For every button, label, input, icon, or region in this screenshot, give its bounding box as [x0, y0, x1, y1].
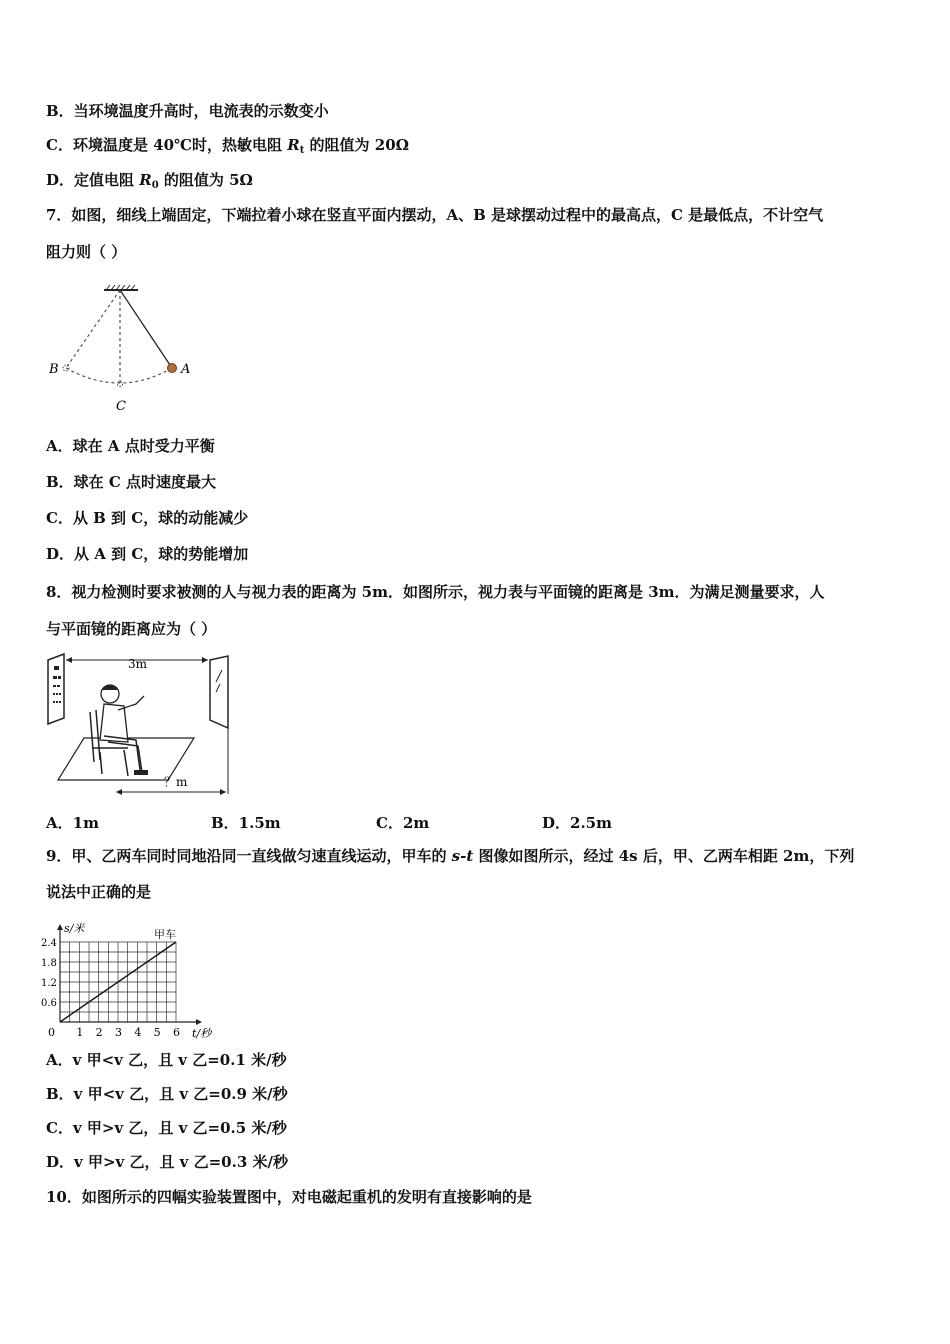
- q9-stem-line1: 9．甲、乙两车同时同地沿同一直线做匀速直线运动，甲车的 s-t 图像如图所示，经过 4s 后，甲、乙两车相距 2m，下列: [46, 847, 855, 865]
- x-axis-label: t/秒: [192, 1027, 212, 1040]
- x-tick-label: 3: [115, 1026, 122, 1039]
- x-tick-label: 1: [76, 1026, 84, 1039]
- q9-option-c: C．v 甲>v 乙，且 v 乙=0.5 米/秒: [46, 1119, 287, 1137]
- q6-option-c: C．环境温度是 40℃时，热敏电阻 $R_t$ 的阻值为 20Ω: [46, 136, 409, 156]
- label-a: A: [181, 362, 191, 377]
- q8-options: [46, 812, 746, 832]
- q6-option-d: D．定值电阻 $R_0$ 的阻值为 5Ω: [46, 171, 253, 191]
- q7-option-a: A．球在 A 点时受力平衡: [46, 437, 215, 455]
- q8-option-a: A．1m: [46, 814, 99, 832]
- q7-option-d: D．从 A 到 C，球的势能增加: [46, 545, 249, 563]
- q9-option-d: D．v 甲>v 乙，且 v 乙=0.3 米/秒: [46, 1153, 288, 1171]
- q10-stem: 10．如图所示的四幅实验装置图中，对电磁起重机的发明有直接影响的是: [46, 1188, 532, 1206]
- chart-title: 甲车: [154, 928, 176, 941]
- y-axis-label: s/米: [64, 922, 85, 935]
- x-tick-label: 4: [134, 1026, 142, 1039]
- q7-option-c: C．从 B 到 C，球的动能减少: [46, 509, 249, 527]
- bottom-distance-label: ？m: [164, 775, 188, 789]
- q8-stem-line1: 8．视力检测时要求被测的人与视力表的距离为 5m．如图所示，视力表与平面镜的距离是 3m．为满足测量要求，人: [46, 583, 825, 601]
- q7-option-b: B．球在 C 点时速度最大: [46, 473, 217, 491]
- y-tick-label: 0.6: [41, 998, 57, 1009]
- q7-stem-line1: 7．如图，细线上端固定，下端拉着小球在竖直平面内摆动，A、B 是球摆动过程中的最高点，C 是最低点，不计空气: [46, 206, 824, 224]
- q8-stem-line2: 与平面镜的距离应为（ ）: [46, 620, 217, 638]
- q8-option-c: C．2m: [376, 814, 430, 832]
- x-tick-label: 0: [48, 1026, 55, 1039]
- label-b: B: [49, 362, 59, 377]
- q9-option-b: B．v 甲<v 乙，且 v 乙=0.9 米/秒: [46, 1085, 288, 1103]
- q9-stem-line2: 说法中正确的是: [46, 883, 152, 901]
- top-distance-label: 3m: [128, 657, 148, 671]
- eye-test-figure: [44, 652, 234, 800]
- q8-option-b: B．1.5m: [211, 814, 281, 832]
- q7-stem-line2: 阻力则（ ）: [46, 243, 127, 261]
- x-tick-label: 6: [173, 1026, 180, 1039]
- y-tick-label: 1.2: [41, 978, 57, 989]
- s-t-chart: [40, 912, 220, 1040]
- x-tick-label: 5: [153, 1026, 161, 1039]
- q8-option-d: D．2.5m: [542, 814, 612, 832]
- x-tick-label: 2: [95, 1026, 103, 1039]
- q6-option-b: B．当环境温度升高时，电流表的示数变小: [46, 102, 329, 120]
- label-c: C: [116, 399, 126, 414]
- pendulum-figure: [40, 280, 210, 420]
- q9-option-a: A．v 甲<v 乙，且 v 乙=0.1 米/秒: [46, 1051, 287, 1069]
- y-tick-label: 2.4: [41, 938, 57, 949]
- y-tick-label: 1.8: [41, 958, 57, 969]
